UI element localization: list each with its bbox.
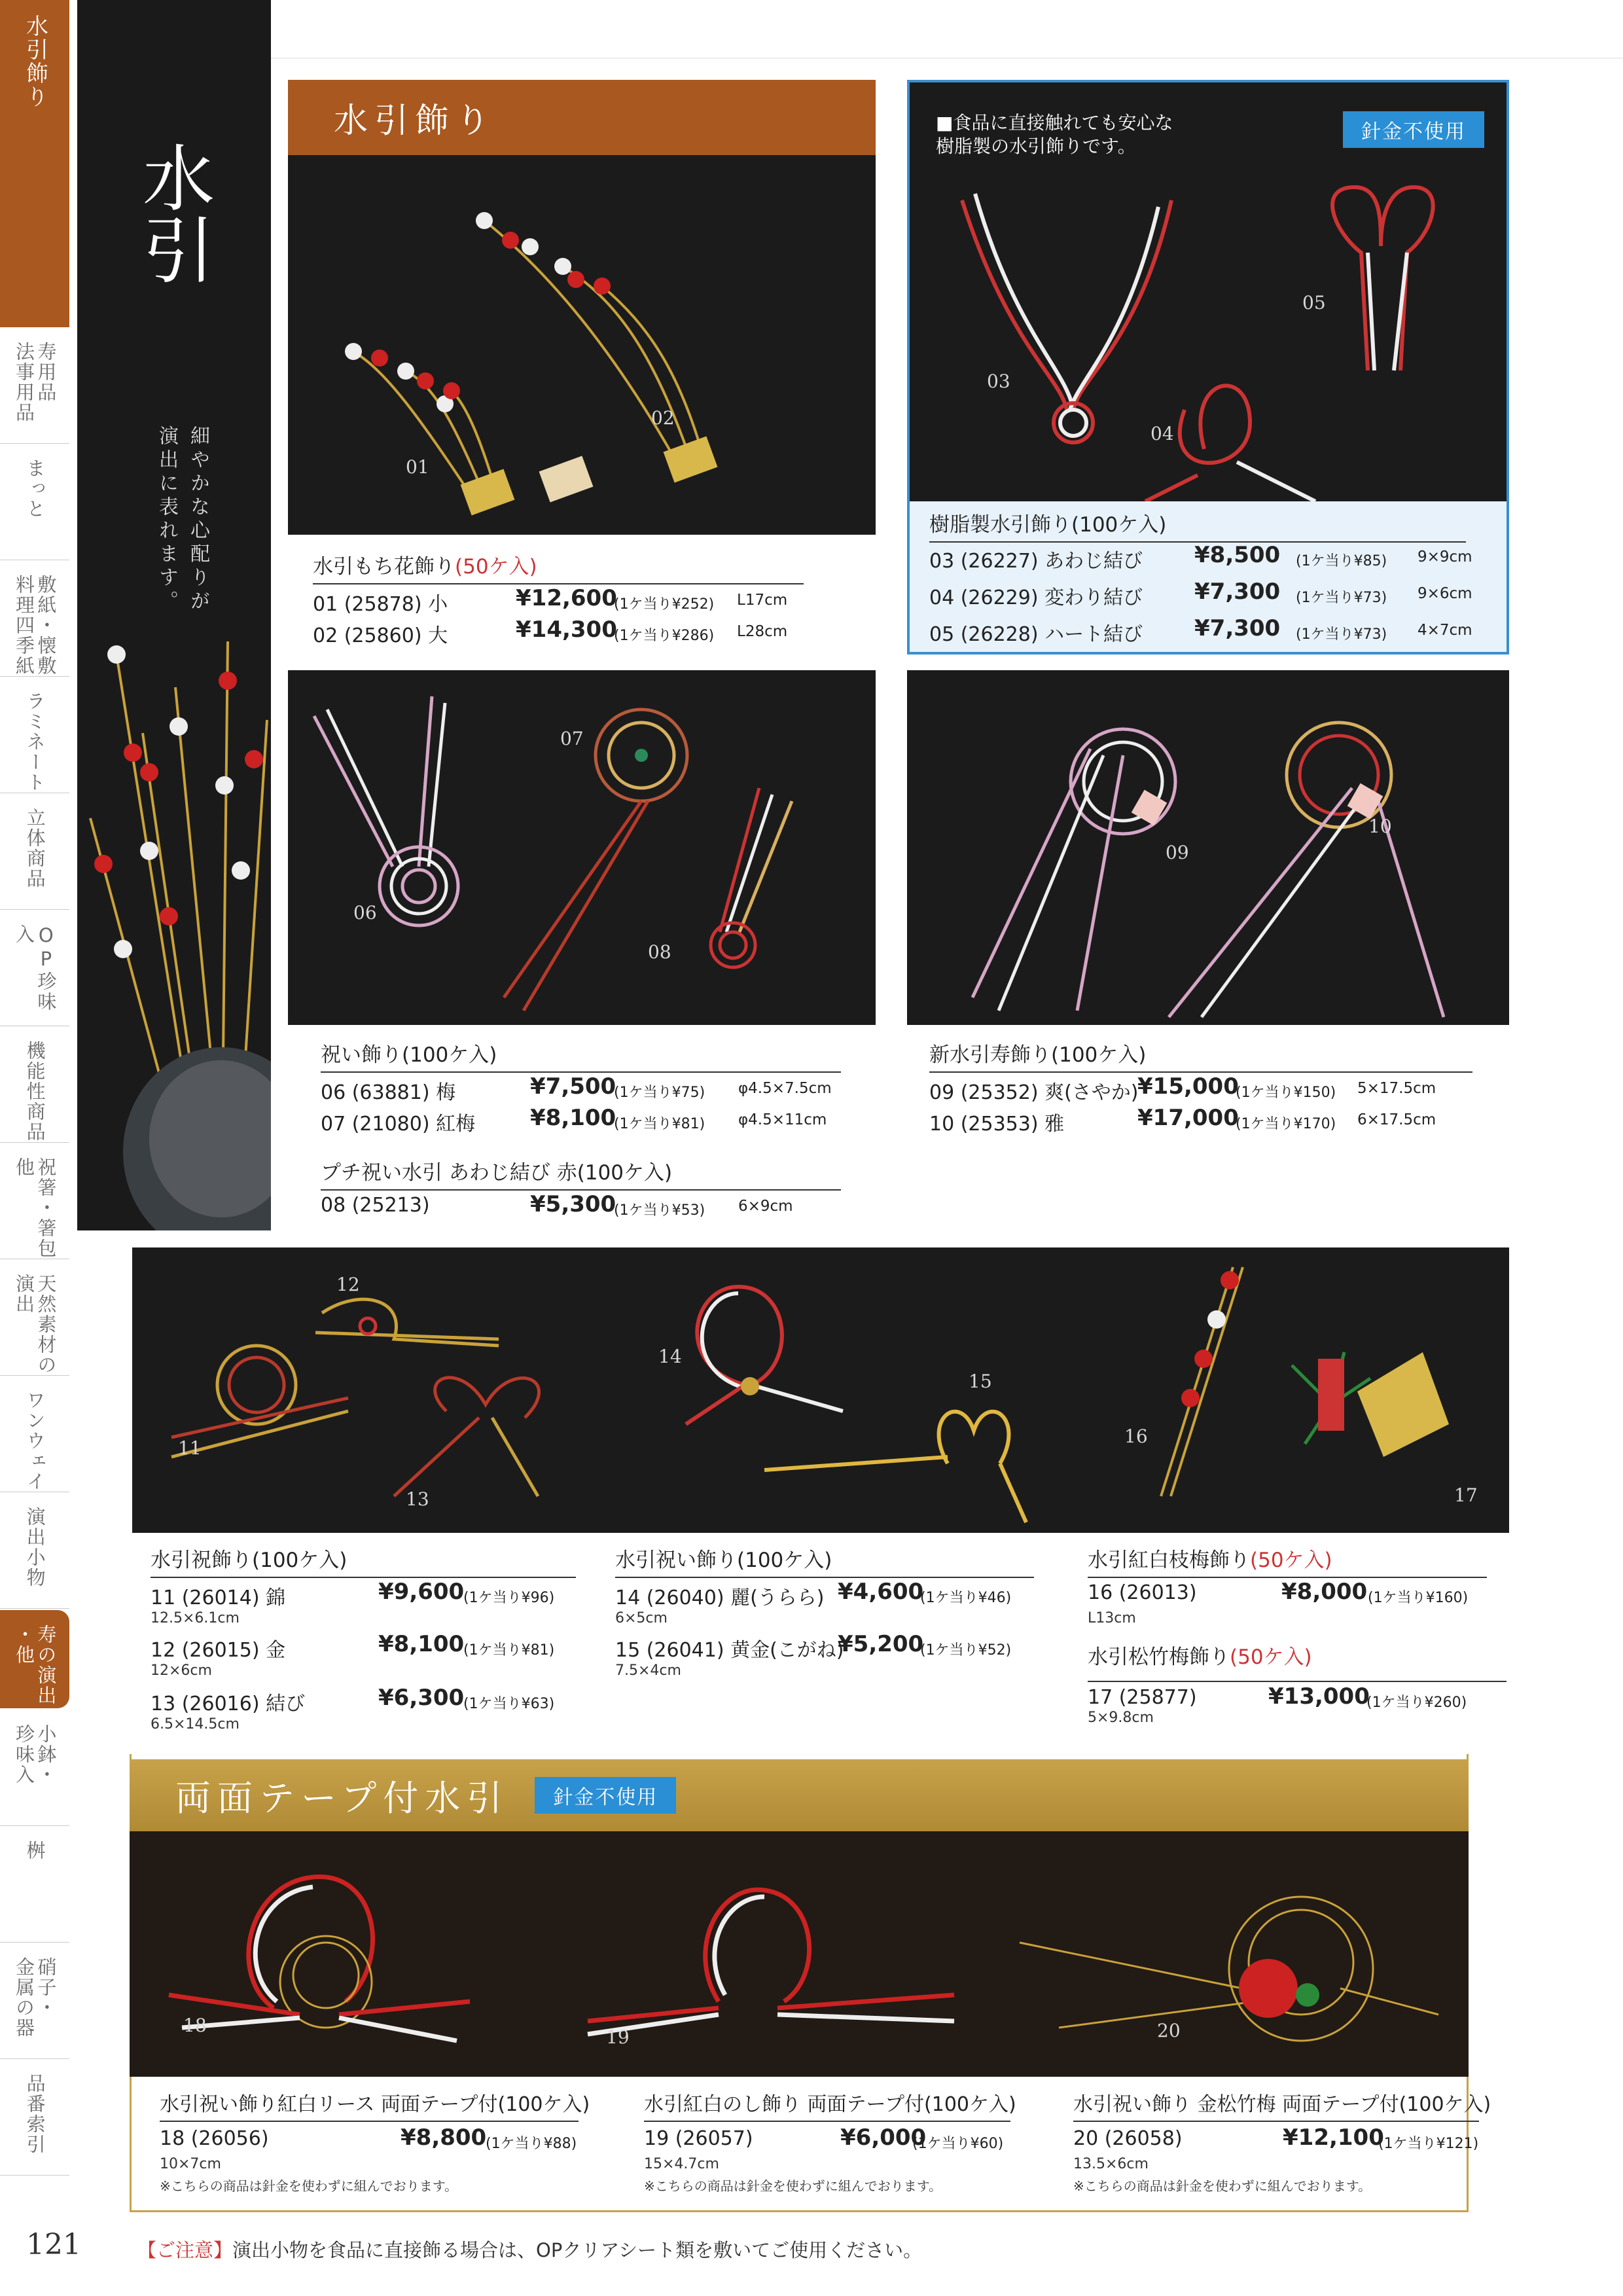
product-title: 水引祝い飾り 金松竹梅 両面テープ付(100ケ入) [1073,2088,1479,2122]
unit-price: (1ケ当り¥81) [614,1116,705,1132]
product-size: 5×17.5cm [1357,1080,1436,1097]
unit-price: (1ケ当り¥160) [1368,1590,1469,1606]
photo-label: 01 [406,456,429,478]
index-tabs [0,0,77,2296]
unit-price: (1ケ当り¥88) [486,2136,577,2152]
product-title [313,550,804,584]
tab-label: 硝子・ 金属の器 [13,1957,58,2038]
product-price: ¥8,000 [1281,1579,1368,1605]
unit-price: (1ケ当り¥81) [463,1642,555,1659]
photo-label: 08 [648,941,671,963]
product-price: ¥8,100 [530,1105,616,1131]
tab-label: 寿用品 法事用品 [13,342,58,423]
product-row [1088,1581,1507,1610]
product-size: L13cm [1088,1610,1136,1626]
product-code: 05 (26228) ハート結び [929,623,1143,646]
title-qty: (50ケ入) [1250,1549,1332,1572]
product-price: ¥7,300 [1194,615,1281,641]
unit-price: (1ケ当り¥63) [463,1696,555,1712]
photo-label: 16 [1124,1426,1148,1447]
unit-price: (1ケ当り¥150) [1236,1085,1336,1101]
product-row [151,1687,596,1716]
caution-text: 演出小物を食品に直接飾る場合は、OPクリアシート類を敷いてご使用ください。 [232,2239,923,2261]
tab-matto[interactable] [0,444,69,560]
product-row [929,542,1492,573]
unit-price: (1ケ当り¥85) [1296,553,1387,569]
product-code: 10 (25353) 雅 [929,1113,1065,1136]
product-row [1088,1681,1507,1710]
product-title [1088,1543,1487,1578]
tab-mizuhiki[interactable] [0,0,69,327]
note-line2: 樹脂製の水引飾りです。 [936,135,1136,158]
tab-laminate[interactable] [0,677,69,793]
tab-label: ワンウェイ [24,1390,46,1492]
tape-section-title: 両面テープ付水引 [175,1777,509,1819]
product-title [1088,1640,1487,1674]
unit-price: (1ケ当り¥53) [614,1202,705,1219]
title-qty: (50ケ入) [1230,1645,1312,1669]
tagline-line1: 細やかな心配りが [187,425,209,614]
product-price: ¥6,000 [840,2125,927,2151]
photo-label: 20 [1157,2020,1181,2041]
unit-price: (1ケ当り¥46) [920,1590,1012,1606]
product-size: 5×9.8cm [1088,1710,1154,1726]
product-size: 9×9cm [1418,548,1472,565]
tab-label: 寿の演出 ・他 [13,1624,58,1706]
photo-label: 12 [336,1274,360,1295]
hero-tagline [151,425,213,622]
product-title: 新水引寿飾り(100ケ入) [929,1038,1472,1073]
product-code: 06 (63881) 梅 [321,1081,456,1104]
section-header-text: 水引飾り [334,101,497,141]
product-row [644,2127,1037,2156]
unit-price: (1ケ当り¥96) [463,1590,555,1606]
product-code: 04 (26229) 変わり結び [929,586,1143,609]
product-title: 水引紅白のし飾り 両面テープ付(100ケ入) [644,2088,1010,2122]
caution-label: 【ご注意】 [137,2239,233,2261]
product-size: 6.5×14.5cm [151,1716,240,1732]
product-title: 祝い飾り(100ケ入) [321,1038,841,1073]
product-code: 11 (26014) 錦 [151,1587,286,1609]
tape-section-header [130,1759,1469,1831]
unit-price: (1ケ当り¥121) [1378,2136,1479,2152]
tab-label: 水引飾り [22,14,48,109]
photo-mochibana [288,155,876,535]
tab-glass[interactable] [0,1943,69,2059]
tab-kotobuki-enshutsu[interactable] [0,1610,69,1708]
hero-title-2: 引 [131,213,215,285]
product-size: 13.5×6cm [1073,2156,1149,2172]
tab-op-chinmi[interactable] [0,910,69,1026]
product-price: ¥12,600 [516,585,617,611]
product-price: ¥8,800 [401,2125,487,2151]
product-price: ¥13,000 [1268,1683,1370,1710]
product-size: 12×6cm [151,1662,212,1679]
product-price: ¥8,100 [378,1631,465,1657]
product-price: ¥7,300 [1194,579,1281,605]
photo-label: 13 [406,1488,429,1510]
product-row [321,1073,870,1105]
tab-masu[interactable] [0,1826,69,1943]
product-price: ¥7,500 [530,1073,616,1100]
product-size: 12.5×6.1cm [151,1610,240,1626]
title-main: 水引松竹梅飾り [1088,1645,1230,1669]
product-row [1073,2127,1479,2156]
no-wire-badge: 針金不使用 [1343,111,1484,148]
photo-label: 15 [969,1371,992,1392]
unit-price: (1ケ当り¥286) [614,628,715,644]
tab-shikigami[interactable] [0,560,69,677]
tab-label: 敷紙・懐敷 料理四季紙 [13,575,58,676]
unit-price: (1ケ当り¥52) [920,1642,1012,1659]
product-price: ¥9,600 [378,1579,465,1605]
tab-index[interactable] [0,2059,69,2176]
product-row [313,585,836,617]
product-size: 15×4.7cm [644,2156,719,2172]
product-size: 9×6cm [1418,585,1472,602]
tab-label: 演出小物 [24,1507,46,1588]
product-row [151,1581,596,1610]
product-row [615,1631,1047,1662]
tab-kinousei[interactable] [0,1026,69,1143]
product-size: φ4.5×11cm [738,1111,827,1128]
tab-label: 祝箸・箸包 他 [13,1157,58,1259]
tab-label: 機能性商品 [24,1041,46,1142]
product-row [615,1581,1047,1610]
photo-edaume [1056,1247,1509,1533]
unit-price: (1ケ当り¥170) [1236,1116,1336,1132]
tab-kotobuki[interactable] [0,327,69,444]
tab-label: 立体商品 [24,808,46,889]
title-main: 水引紅白枝梅飾り [1088,1549,1250,1572]
unit-price: (1ケ当り¥260) [1366,1695,1467,1711]
photo-label: 14 [658,1346,682,1367]
product-price: ¥6,300 [378,1685,465,1711]
product-code: 08 (25213) [321,1194,430,1217]
tab-kobachi[interactable] [0,1710,69,1826]
product-title: 樹脂製水引飾り(100ケ入) [929,508,1466,543]
photo-label: 07 [560,728,584,749]
product-size: 4×7cm [1418,622,1472,639]
product-price: ¥5,200 [838,1631,924,1657]
photo-label: 04 [1150,423,1174,444]
product-price: ¥14,300 [516,617,617,643]
product-size: L28cm [737,623,788,640]
product-size: 7.5×4cm [615,1662,681,1679]
product-code: 14 (26040) 麗(うらら) [615,1587,825,1609]
product-note: ※こちらの商品は針金を使わずに組んでおります。 [160,2178,458,2194]
unit-price: (1ケ当り¥75) [614,1085,705,1101]
product-code: 20 (26058) [1073,2127,1183,2150]
product-size: φ4.5×7.5cm [738,1080,832,1097]
no-wire-badge: 針金不使用 [535,1777,676,1814]
tab-label: ラミネート [24,691,46,793]
product-row [160,2127,592,2156]
product-row [929,1073,1505,1105]
product-price: ¥12,100 [1283,2125,1384,2151]
tagline-line2: 演出に表れます。 [155,425,178,614]
photo-label: 09 [1166,842,1189,863]
tab-iwaibashi[interactable] [0,1143,69,1259]
product-row [313,619,836,648]
product-note: ※こちらの商品は針金を使わずに組んでおります。 [1073,2178,1372,2194]
product-code: 07 (21080) 紅梅 [321,1113,476,1136]
unit-price: (1ケ当り¥73) [1296,626,1387,643]
photo-label: 19 [606,2026,630,2048]
tab-oneway[interactable] [0,1376,69,1492]
product-size: 6×9cm [738,1198,793,1215]
photo-label: 10 [1368,816,1392,837]
product-size: 6×5cm [615,1610,668,1626]
tab-enshutsu-komono[interactable] [0,1492,69,1609]
product-price: ¥4,600 [838,1579,924,1605]
tab-label: 品番索引 [24,2073,46,2155]
title-main: 水引もち花飾り [313,555,455,579]
product-code: 03 (26227) あわじ結び [929,550,1143,573]
hero-title-1: 水 [131,141,215,213]
product-code: 01 (25878) 小 [313,593,448,616]
product-code: 02 (25860) 大 [313,624,448,647]
page-number: 121 [26,2228,81,2261]
product-price: ¥5,300 [530,1191,616,1217]
product-title: 水引祝い飾り紅白リース 両面テープ付(100ケ入) [160,2088,579,2122]
product-code: 16 (26013) [1088,1581,1197,1604]
photo-label: 18 [183,2015,207,2036]
tab-label: OP珍味入 [13,924,58,1012]
photo-label: 03 [987,370,1010,392]
photo-label: 06 [353,902,377,924]
photo-label: 11 [178,1437,202,1459]
photo-resin [910,82,1507,501]
product-code: 13 (26016) 結び [151,1693,306,1715]
top-rule [271,58,1623,59]
product-code: 15 (26041) 黄金(こがね) [615,1639,844,1662]
photo-label: 05 [1302,292,1326,314]
photo-label: 17 [1454,1484,1478,1506]
product-code: 18 (26056) [160,2127,269,2150]
product-code: 09 (25352) 爽(さやか) [929,1081,1139,1104]
tab-label: 小鉢・ 珍味入 [13,1724,58,1785]
product-title: プチ祝い水引 あわじ結び 赤(100ケ入) [321,1156,841,1191]
product-code: 17 (25877) [1088,1686,1197,1709]
photo-iwai-kazari2 [594,1247,1056,1533]
unit-price: (1ケ当り¥73) [1296,590,1387,606]
product-price: ¥17,000 [1137,1105,1239,1131]
product-title: 水引祝飾り(100ケ入) [151,1543,576,1578]
photo-iwaikazari [132,1247,594,1533]
photo-iwai [288,670,876,1025]
hero-title [131,141,216,285]
tab-label: 天然素材の 演出 [13,1274,58,1375]
caution-note [137,2236,922,2263]
product-row [321,1107,870,1136]
photo-label: 02 [651,407,675,429]
product-price: ¥15,000 [1137,1073,1239,1100]
title-qty: (50ケ入) [455,555,537,579]
product-price: ¥8,500 [1194,542,1281,568]
product-size: L17cm [737,592,788,609]
tab-label: まっと [24,458,46,519]
resin-note [936,111,1173,159]
product-code: 12 (26015) 金 [151,1639,286,1662]
photo-shin-kotobuki [907,670,1509,1025]
product-size: 6×17.5cm [1357,1111,1436,1128]
photo-tape [130,1831,1469,2077]
tab-label: 桝 [24,1840,46,1861]
product-code: 19 (26057) [644,2127,753,2150]
tab-rittai[interactable] [0,793,69,910]
resin-box [907,80,1509,655]
tab-tennen[interactable] [0,1259,69,1376]
note-line1: ■食品に直接触れても安心な [936,112,1173,134]
product-size: 10×7cm [160,2156,221,2172]
product-title: 水引祝い飾り(100ケ入) [615,1543,1034,1578]
product-row [151,1631,596,1662]
product-row [929,615,1492,647]
section-header [288,80,876,155]
product-row [321,1191,870,1223]
product-row [929,1107,1505,1136]
unit-price: (1ケ当り¥252) [614,596,715,613]
product-note: ※こちらの商品は針金を使わずに組んでおります。 [644,2178,942,2194]
product-row [929,581,1492,610]
unit-price: (1ケ当り¥60) [912,2136,1004,2152]
